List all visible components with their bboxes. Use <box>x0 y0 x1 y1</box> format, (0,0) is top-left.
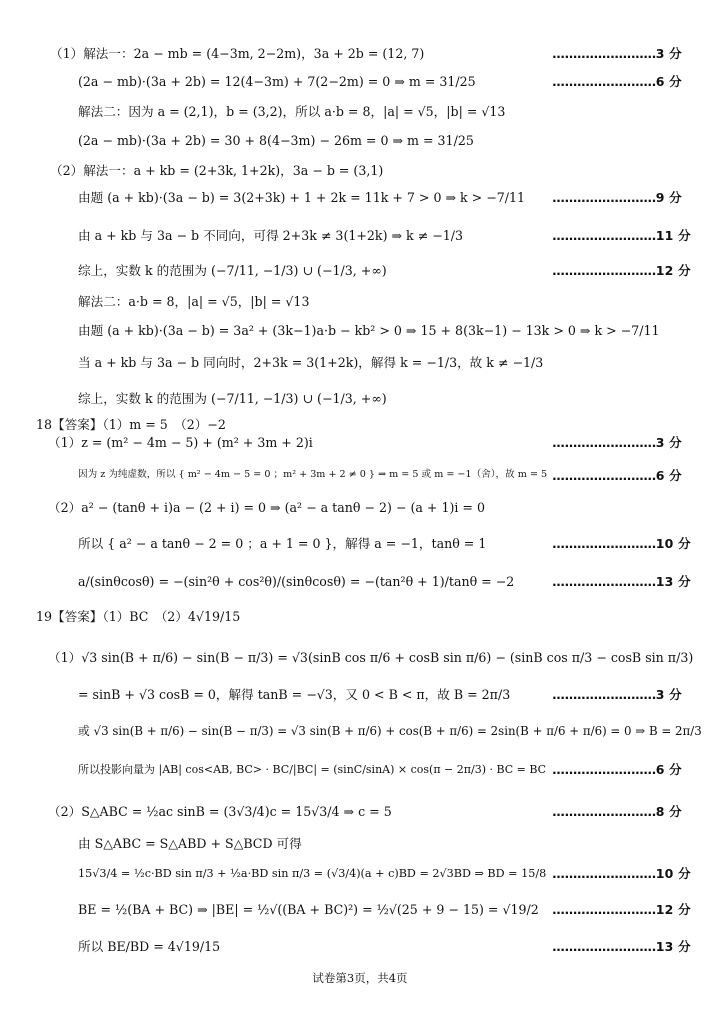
solution-text: 由题 (a + kb)·(3a − b) = 3(2+3k) + 1 + 2k = 11k + 7 > 0 ⇒ k > −7/11 <box>78 190 526 205</box>
solution-text: 由题 (a + kb)·(3a − b) = 3a² + (3k−1)a·b − kb² > 0 ⇒ 15 + 8(3k−1) − 13k > 0 ⇒ k > −7/11 <box>78 323 660 338</box>
score-marker: .........................12 分 <box>552 902 691 917</box>
solution-text: （2）S△ABC = ½ac sinB = (3√3/4)c = 15√3/4 ⇒ c = 5 <box>48 804 392 819</box>
solution-text: (2a − mb)·(3a + 2b) = 12(4−3m) + 7(2−2m) = 0 ⇒ m = 31/25 <box>78 74 476 89</box>
score-marker: .........................13 分 <box>552 574 691 589</box>
score-marker: .........................3 分 <box>552 435 682 450</box>
score-marker: .........................10 分 <box>552 866 691 881</box>
solution-text: 或 √3 sin(B + π/6) − sin(B − π/3) = √3 sin(B + π/6) + cos(B + π/6) = 2sin(B + π/6 + π/6) = 0 ⇒ B = 2π/3 <box>78 724 702 738</box>
score-marker: .........................6 分 <box>552 762 682 777</box>
solution-text: BE = ½(BA + BC) ⇒ |BE| = ½√((BA + BC)²) = ½√(25 + 9 − 15) = √19/2 <box>78 902 539 917</box>
score-marker: .........................6 分 <box>552 468 682 483</box>
solution-text: 当 a + kb 与 3a − b 同向时，2+3k = 3(1+2k)，解得 k = −1/3，故 k ≠ −1/3 <box>78 355 544 370</box>
solution-text: （2）a² − (tanθ + i)a − (2 + i) = 0 ⇒ (a² − a tanθ − 2) − (a + 1)i = 0 <box>48 500 485 515</box>
solution-text: （2）解法一：a + kb = (2+3k, 1+2k)，3a − b = (3,1) <box>50 163 384 178</box>
score-marker: .........................13 分 <box>552 939 691 954</box>
solution-text: a/(sinθcosθ) = −(sin²θ + cos²θ)/(sinθcosθ) = −(tan²θ + 1)/tanθ = −2 <box>78 574 515 589</box>
solution-text: 15√3/4 = ½c·BD sin π/3 + ½a·BD sin π/3 = (√3/4)(a + c)BD = 2√3BD ⇒ BD = 15/8 <box>78 867 547 880</box>
solution-text: 19【答案】（1）BC （2）4√19/15 <box>36 609 241 624</box>
score-marker: .........................3 分 <box>552 687 682 702</box>
solution-text: 综上，实数 k 的范围为 (−7/11, −1/3) ∪ (−1/3, +∞) <box>78 263 387 278</box>
score-marker: .........................10 分 <box>552 536 691 551</box>
solution-text: (2a − mb)·(3a + 2b) = 30 + 8(4−3m) − 26m = 0 ⇒ m = 31/25 <box>78 133 474 148</box>
solution-text: 解法二：因为 a = (2,1)，b = (3,2)，所以 a·b = 8，|a| = √5，|b| = √13 <box>78 104 506 119</box>
solution-text: 综上，实数 k 的范围为 (−7/11, −1/3) ∪ (−1/3, +∞) <box>78 391 387 406</box>
solution-text: （1）√3 sin(B + π/6) − sin(B − π/3) = √3(sinB cos π/6 + cosB sin π/6) − (sinB cos π/3 − cosB sin π/3) <box>48 650 694 665</box>
solution-text: = sinB + √3 cosB = 0，解得 tanB = −√3，又 0 < B < π，故 B = 2π/3 <box>78 687 511 702</box>
score-marker: .........................3 分 <box>552 46 682 61</box>
score-marker: .........................8 分 <box>552 804 682 819</box>
score-marker: .........................9 分 <box>552 190 682 205</box>
solution-text: 所以投影向量为 |AB| cos<AB, BC> · BC/|BC| = (sinC/sinA) × cos(π − 2π/3) · BC = BC <box>78 763 547 776</box>
score-marker: .........................11 分 <box>552 228 691 243</box>
solution-text: 所以 BE/BD = 4√19/15 <box>78 939 221 954</box>
solution-text: （1）z = (m² − 4m − 5) + (m² + 3m + 2)i <box>48 435 313 450</box>
solution-text: 由 a + kb 与 3a − b 不同向，可得 2+3k ≠ 3(1+2k) ⇒ k ≠ −1/3 <box>78 228 464 243</box>
solution-text: 所以 { a² − a tanθ − 2 = 0 ；a + 1 = 0 }，解得 a = −1，tanθ = 1 <box>78 536 487 551</box>
solution-text: 因为 z 为纯虚数，所以 { m² − 4m − 5 = 0 ；m² + 3m + 2 ≠ 0 } ⇒ m = 5 或 m = −1（舍），故 m = 5 <box>78 469 548 480</box>
page-footer: 试卷第3页，共4页 <box>312 971 408 985</box>
solution-text: （1）解法一：2a − mb = (4−3m, 2−2m)，3a + 2b = (12, 7) <box>50 46 425 61</box>
solution-text: 18【答案】（1）m = 5 （2）−2 <box>36 417 226 432</box>
score-marker: .........................6 分 <box>552 74 682 89</box>
solution-text: 由 S△ABC = S△ABD + S△BCD 可得 <box>78 836 302 851</box>
score-marker: .........................12 分 <box>552 263 691 278</box>
solution-text: 解法二：a·b = 8，|a| = √5，|b| = √13 <box>78 294 310 309</box>
